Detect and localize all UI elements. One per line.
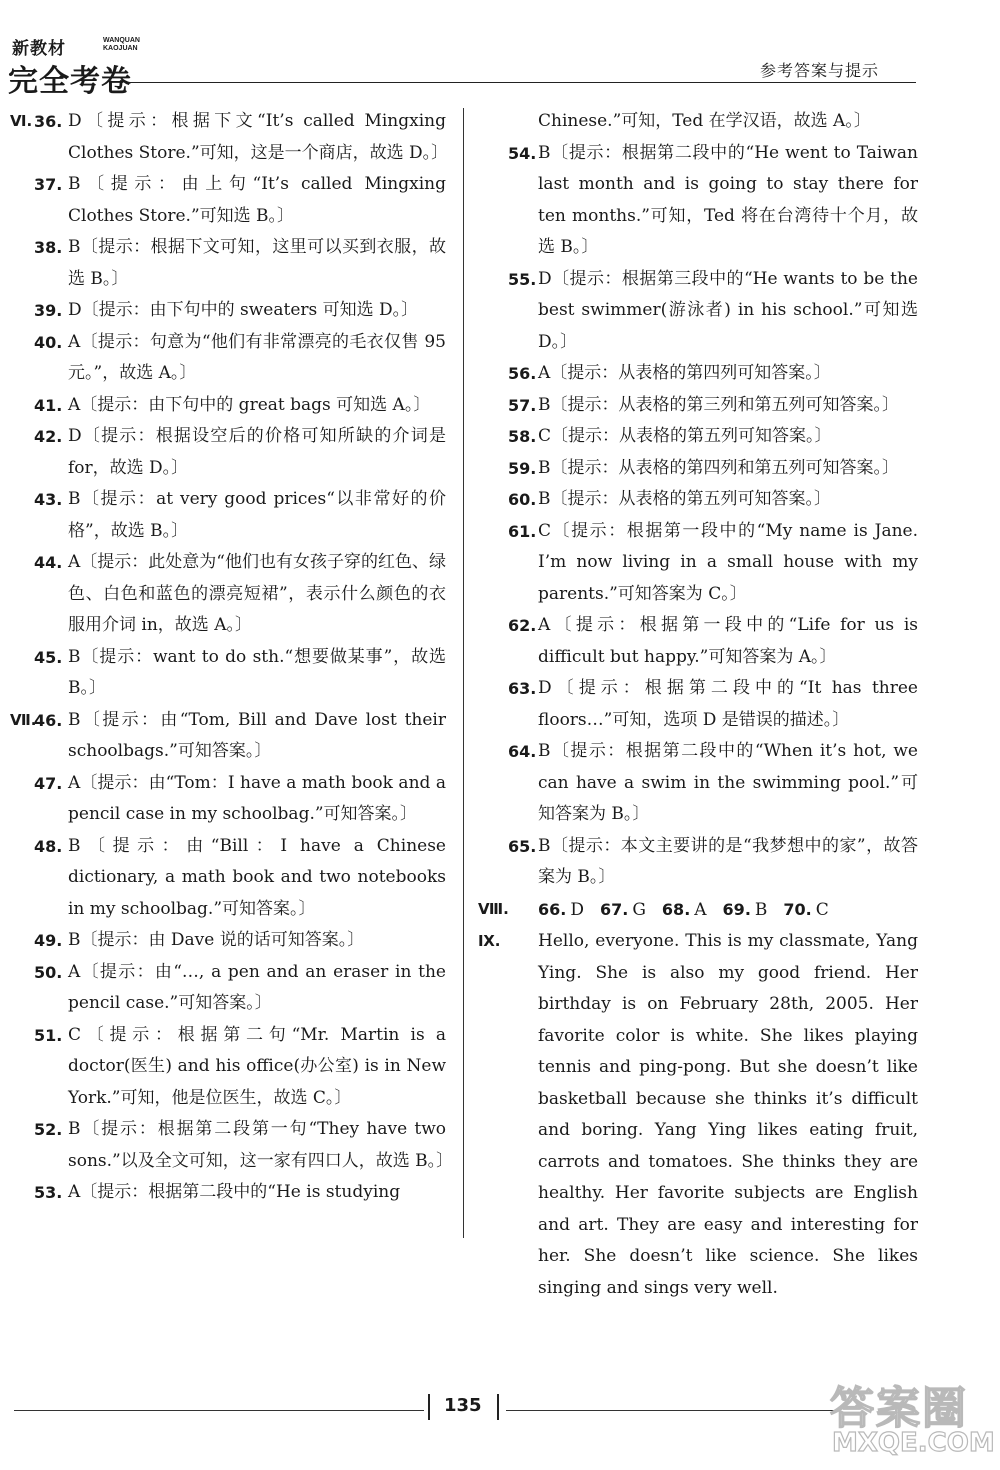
answer-text: B〔提示：由“Tom, Bill and Dave lost their schoolbags.”可知答案。〕 [68, 709, 446, 761]
answer-text: B〔提示：want to do sth.“想要做某事”，故选 B。〕 [68, 646, 446, 698]
answer-text: B〔提示：根据第二段中的“He went to Taiwan last month and is going to stay there for ten months.”可知，Ted 将在台湾待十个月，故选 B。〕 [538, 142, 918, 257]
answer-pair [538, 894, 584, 927]
question-number: 41. [34, 395, 63, 415]
answer-item [504, 516, 918, 611]
answer-item [10, 1114, 454, 1177]
question-number: 61. [508, 521, 537, 541]
question-number: 54. [508, 143, 537, 163]
answer-pair [723, 894, 768, 927]
answer-text: B〔提示：从表格的第四列和第五列可知答案。〕 [538, 457, 899, 478]
question-number: 45. [34, 647, 63, 667]
question-number: 64. [508, 742, 537, 761]
question-number: 49. [34, 931, 63, 950]
question-number: 50. [34, 962, 63, 982]
answer-item [10, 390, 446, 422]
header-rule [128, 82, 916, 83]
answer-item [504, 106, 918, 138]
logo-pinyin-line-1: WANQUAN [103, 37, 140, 44]
answer-text: A〔提示：由下句中的 great bags 可知选 A。〕 [68, 394, 431, 415]
question-number: 53. [34, 1183, 63, 1202]
answer-row [538, 894, 918, 927]
answer-letter: G [632, 899, 646, 920]
answer-item [10, 169, 446, 232]
question-number: 62. [508, 616, 537, 635]
question-number: 38. [34, 238, 63, 257]
answer-item [504, 421, 918, 453]
answer-text: B〔提示：由上句“It’s called Mingxing Clothes Store.”可知选 B。〕 [68, 174, 446, 226]
answer-item [10, 831, 446, 926]
answer-text: C〔提示：根据第一段中的“My name is Jane. I’m now living in a small house with my parents.”可知答案为 C。〕 [538, 520, 918, 604]
question-number: 70. [783, 899, 812, 919]
answer-item [10, 232, 446, 295]
answer-text: B〔提示：根据下文可知，这里可以买到衣服，故选 B。〕 [68, 237, 446, 289]
answer-item [10, 705, 446, 768]
essay-text: Hello, everyone. This is my classmate, Yang Ying. She is also my good friend. Her birthday is on February 28th, 2005. Her favorite color is white. She likes playing tennis and ping-pong. But she doesn’t like basketball because she thinks it’s difficult and boring. Yang Ying likes eating fruit, carrots and tomatoes. She thinks they are healthy. Her favorite subjects are English and art. They are easy and interesting for her. She doesn’t like science. She likes singing and sings very well. [538, 931, 918, 1298]
question-number: 67. [599, 899, 629, 919]
question-number: 46. [34, 710, 63, 730]
answer-text: D〔提示：根据下文“It’s called Mingxing Clothes Store.”可知，这是一个商店，故选 D。〕 [68, 111, 449, 163]
question-number: 39. [34, 301, 63, 320]
question-number: 47. [34, 773, 63, 793]
answer-item [504, 138, 918, 264]
question-number: 66. [538, 899, 567, 919]
answer-item [504, 673, 918, 736]
answer-text: A〔提示：此处意为“他们也有女孩子穿的红色、绿色、白色和蓝色的漂亮短裙”，表示什么颜色的衣服用介词 in，故选 A。〕 [68, 552, 446, 635]
answer-text: B〔提示：由 Dave 说的话可知答案。〕 [68, 930, 365, 950]
answer-text: B〔提示：at very good prices“以非常好的价格”，故选 B。〕 [68, 489, 446, 541]
logo-pinyin-line-2: KAOJUAN [103, 45, 138, 52]
answer-item [504, 358, 918, 390]
answer-item [504, 264, 918, 359]
section-title: 参考答案与提示 [760, 61, 880, 80]
watermark-url: MXQE.COM [832, 1428, 995, 1458]
question-number: 48. [34, 836, 63, 856]
section-number: Ⅵ. [10, 112, 33, 130]
answer-text: D〔提示：根据第二段中的“It has three floors…”可知，选项 D 是错误的描述。〕 [538, 678, 918, 730]
answer-pair [783, 894, 828, 927]
answer-item [10, 547, 446, 642]
footer-bar-right [497, 1394, 499, 1420]
answer-letter: D [570, 899, 584, 920]
section-8-answers [478, 894, 918, 927]
page-header [0, 0, 1000, 100]
answer-text: A〔提示：句意为“他们有非常漂亮的毛衣仅售 95 元。”，故选 A。〕 [68, 331, 446, 383]
question-number: 58. [508, 427, 537, 446]
answer-item [504, 736, 918, 831]
answer-item [10, 106, 449, 169]
answer-text: C〔提示：根据第二句“Mr. Martin is a doctor(医生) and his office(办公室) is in New York.”可知，他是位医生，故选 C。〕 [68, 1024, 446, 1108]
question-number: 68. [661, 899, 691, 919]
question-number: 42. [34, 427, 63, 446]
question-number: 59. [508, 458, 537, 478]
footer-bar-left [428, 1394, 430, 1420]
answer-text: D〔提示：根据设空后的价格可知所缺的介词是 for，故选 D。〕 [68, 426, 446, 478]
question-number: 60. [508, 490, 537, 509]
question-number: 51. [34, 1025, 63, 1045]
answer-text: B〔提示：根据第二段第一句“They have two sons.”以及全文可知，这一家有四口人，故选 B。〕 [68, 1119, 454, 1171]
logo-subtitle: 新教材 [12, 39, 66, 59]
answer-item [10, 1020, 446, 1115]
answer-text: B〔提示：由“Bill：I have a Chinese dictionary, a math book and two notebooks in my schoolbag.”可知答案。〕 [68, 835, 446, 919]
answer-text: B〔提示：从表格的第五列可知答案。〕 [538, 489, 831, 509]
question-number: 55. [508, 269, 537, 289]
answer-text: C〔提示：从表格的第五列可知答案。〕 [538, 426, 832, 446]
answer-pair [662, 894, 707, 927]
footer-rule-left [14, 1410, 424, 1411]
logo-title: 完全考卷 [8, 64, 132, 99]
answer-pair [600, 894, 646, 927]
answer-letter: A [694, 899, 707, 920]
answer-item [504, 484, 918, 516]
section-9-essay [478, 926, 918, 1304]
answer-item [10, 484, 446, 547]
question-number: 57. [508, 395, 537, 415]
answer-item [504, 453, 918, 485]
answer-text: A〔提示：由“Tom：I have a math book and a pencil case in my schoolbag.”可知答案。〕 [68, 772, 446, 824]
answer-text: B〔提示：本文主要讲的是“我梦想中的家”，故答案为 B。〕 [538, 835, 918, 887]
answer-item [10, 925, 446, 957]
answer-text: D〔提示：根据第三段中的“He wants to be the best swimmer(游泳者) in his school.”可知选 D。〕 [538, 268, 918, 352]
answer-text: A〔提示：从表格的第四列可知答案。〕 [538, 363, 831, 383]
section-number: Ⅷ. [478, 899, 509, 918]
question-number: 43. [34, 490, 63, 509]
answer-item [10, 421, 446, 484]
right-column-items [504, 106, 918, 894]
question-number: 40. [34, 332, 63, 352]
page-number: 135 [444, 1395, 482, 1416]
answer-letter: B [754, 899, 768, 920]
right-column [478, 106, 918, 1304]
question-number: 44. [34, 553, 63, 572]
question-number: 37. [34, 175, 63, 194]
answer-item [504, 831, 918, 894]
question-number: 36. [34, 112, 63, 131]
logo-pinyin [103, 37, 140, 53]
answer-item [10, 768, 446, 831]
answer-item [10, 1177, 446, 1209]
answer-item [10, 642, 446, 705]
answer-text: D〔提示：由下句中的 sweaters 可知选 D。〕 [68, 300, 419, 320]
section-number: Ⅶ. [10, 710, 37, 729]
answer-item [504, 390, 918, 422]
answer-item [10, 295, 446, 327]
question-number: 63. [508, 679, 537, 698]
answer-letter: C [815, 899, 829, 920]
answer-text: A〔提示：根据第一段中的“Life for us is difficult but happy.”可知答案为 A。〕 [538, 615, 918, 667]
column-divider [463, 108, 464, 1238]
section-number: Ⅸ. [478, 932, 501, 950]
answer-item [10, 957, 446, 1020]
question-number: 56. [508, 364, 537, 383]
answer-text: Chinese.”可知，Ted 在学汉语，故选 A。〕 [538, 111, 871, 131]
answer-text: A〔提示：由“…, a pen and an eraser in the pencil case.”可知答案。〕 [68, 961, 446, 1013]
footer-rule-right [506, 1410, 836, 1411]
answer-item [10, 327, 446, 390]
question-number: 69. [722, 899, 751, 919]
watermark-logo: 答案圈 [830, 1383, 968, 1434]
answer-item [504, 610, 918, 673]
left-column [10, 106, 454, 1209]
answer-text: B〔提示：从表格的第三列和第五列可知答案。〕 [538, 394, 899, 415]
answer-text: B〔提示：根据第二段中的“When it’s hot, we can have a swim in the swimming pool.”可知答案为 B。〕 [538, 741, 918, 824]
answer-text: A〔提示：根据第二段中的“He is studying [68, 1182, 401, 1202]
question-number: 52. [34, 1120, 63, 1139]
question-number: 65. [508, 836, 537, 856]
